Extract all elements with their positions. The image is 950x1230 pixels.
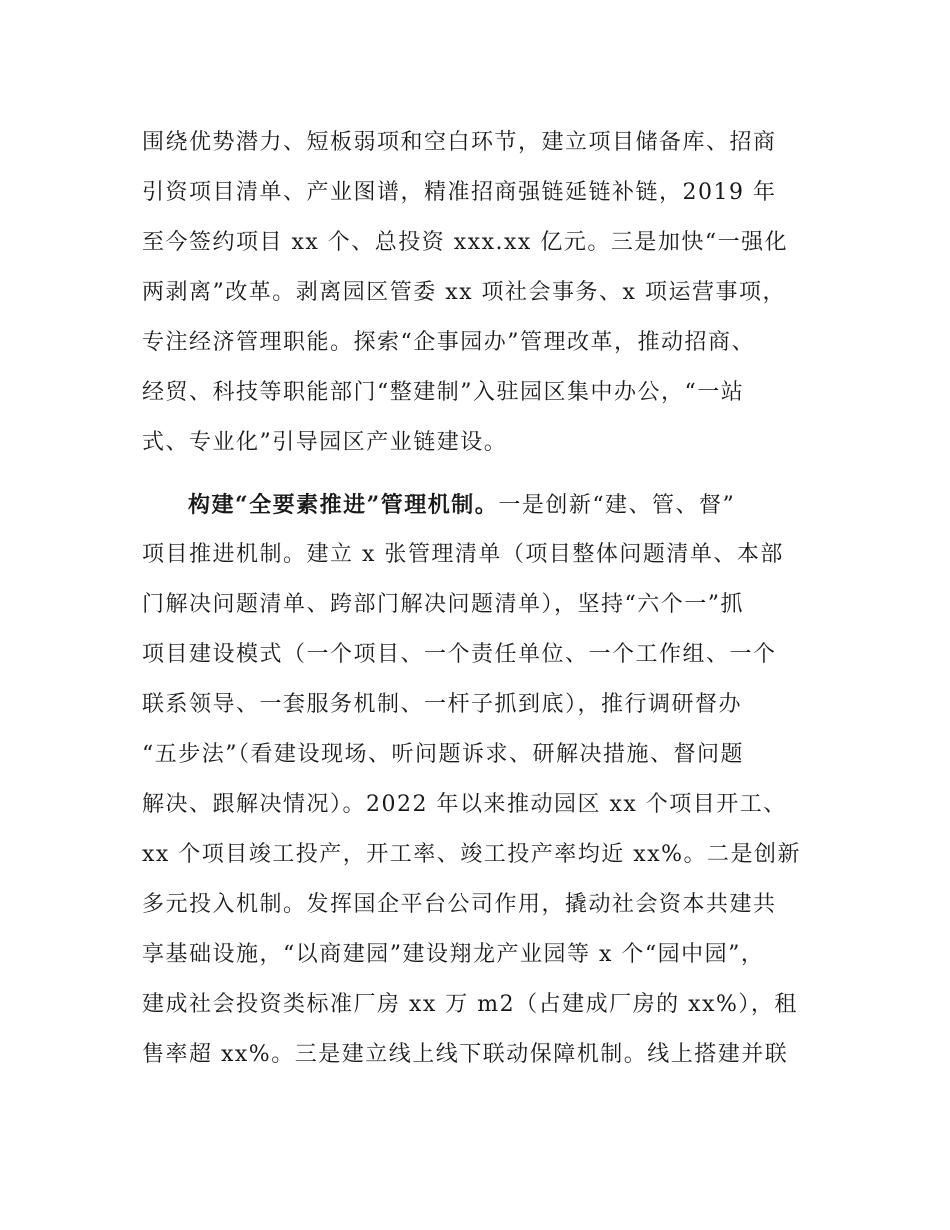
paragraph-1-line-1: 围绕优势潜力、短板弱项和空白环节，建立项目储备库、招商 [142,130,777,155]
paragraph-2-line-10: 享基础设施，“以商建园”建设翔龙产业园等 x 个“园中园”， [142,942,765,967]
paragraph-1-line-3: 至今签约项目 xx 个、总投资 xxx.xx 亿元。三是加快“一强化 [142,230,789,255]
paragraph-2-line-5: 联系领导、一套服务机制、一杆子抓到底），推行调研督办 [142,692,743,717]
paragraph-1-line-5: 专注经济管理职能。探索“企事园办”管理改革，推动招商、 [142,330,755,355]
paragraph-1-line-6: 经贸、科技等职能部门“整建制”入驻园区集中办公，“一站 [142,380,745,405]
paragraph-2-line-2: 项目推进机制。建立 x 张管理清单（项目整体问题清单、本部 [142,542,784,567]
paragraph-2-line-11: 建成社会投资类标准厂房 xx 万 m2（占建成厂房的 xx%），租 [142,992,798,1017]
paragraph-2-line-8: xx 个项目竣工投产，开工率、竣工投产率均近 xx%。二是创新 [142,842,802,867]
paragraph-2-line-4: 项目建设模式（一个项目、一个责任单位、一个工作组、一个 [142,642,777,667]
paragraph-2-line-7: 解决、跟解决情况）。2022 年以来推动园区 xx 个项目开工、 [142,792,787,817]
paragraph-2-line-9: 多元投入机制。发挥国企平台公司作用，撬动社会资本共建共 [142,892,777,917]
paragraph-2-first-line [188,490,735,521]
paragraph-2-heading: 构建“全要素推进”管理机制。 [188,492,499,518]
paragraph-2-line-6: “五步法”（看建设现场、听问题诉求、研解决措施、督问题 [142,742,744,767]
paragraph-1-line-4: 两剥离”改革。剥离园区管委 xx 项社会事务、x 项运营事项， [142,280,786,305]
paragraph-1-line-2: 引资项目清单、产业图谱，精准招商强链延链补链，2019 年 [142,180,777,205]
paragraph-2-line-3: 门解决问题清单、跨部门解决问题清单），坚持“六个一”抓 [142,592,744,617]
paragraph-2-first-line-text: 一是创新“建、管、督” [498,493,736,518]
paragraph-2-line-12: 售率超 xx%。三是建立线上线下联动保障机制。线上搭建并联 [142,1042,789,1067]
paragraph-1-line-7: 式、专业化”引导园区产业链建设。 [142,430,508,455]
